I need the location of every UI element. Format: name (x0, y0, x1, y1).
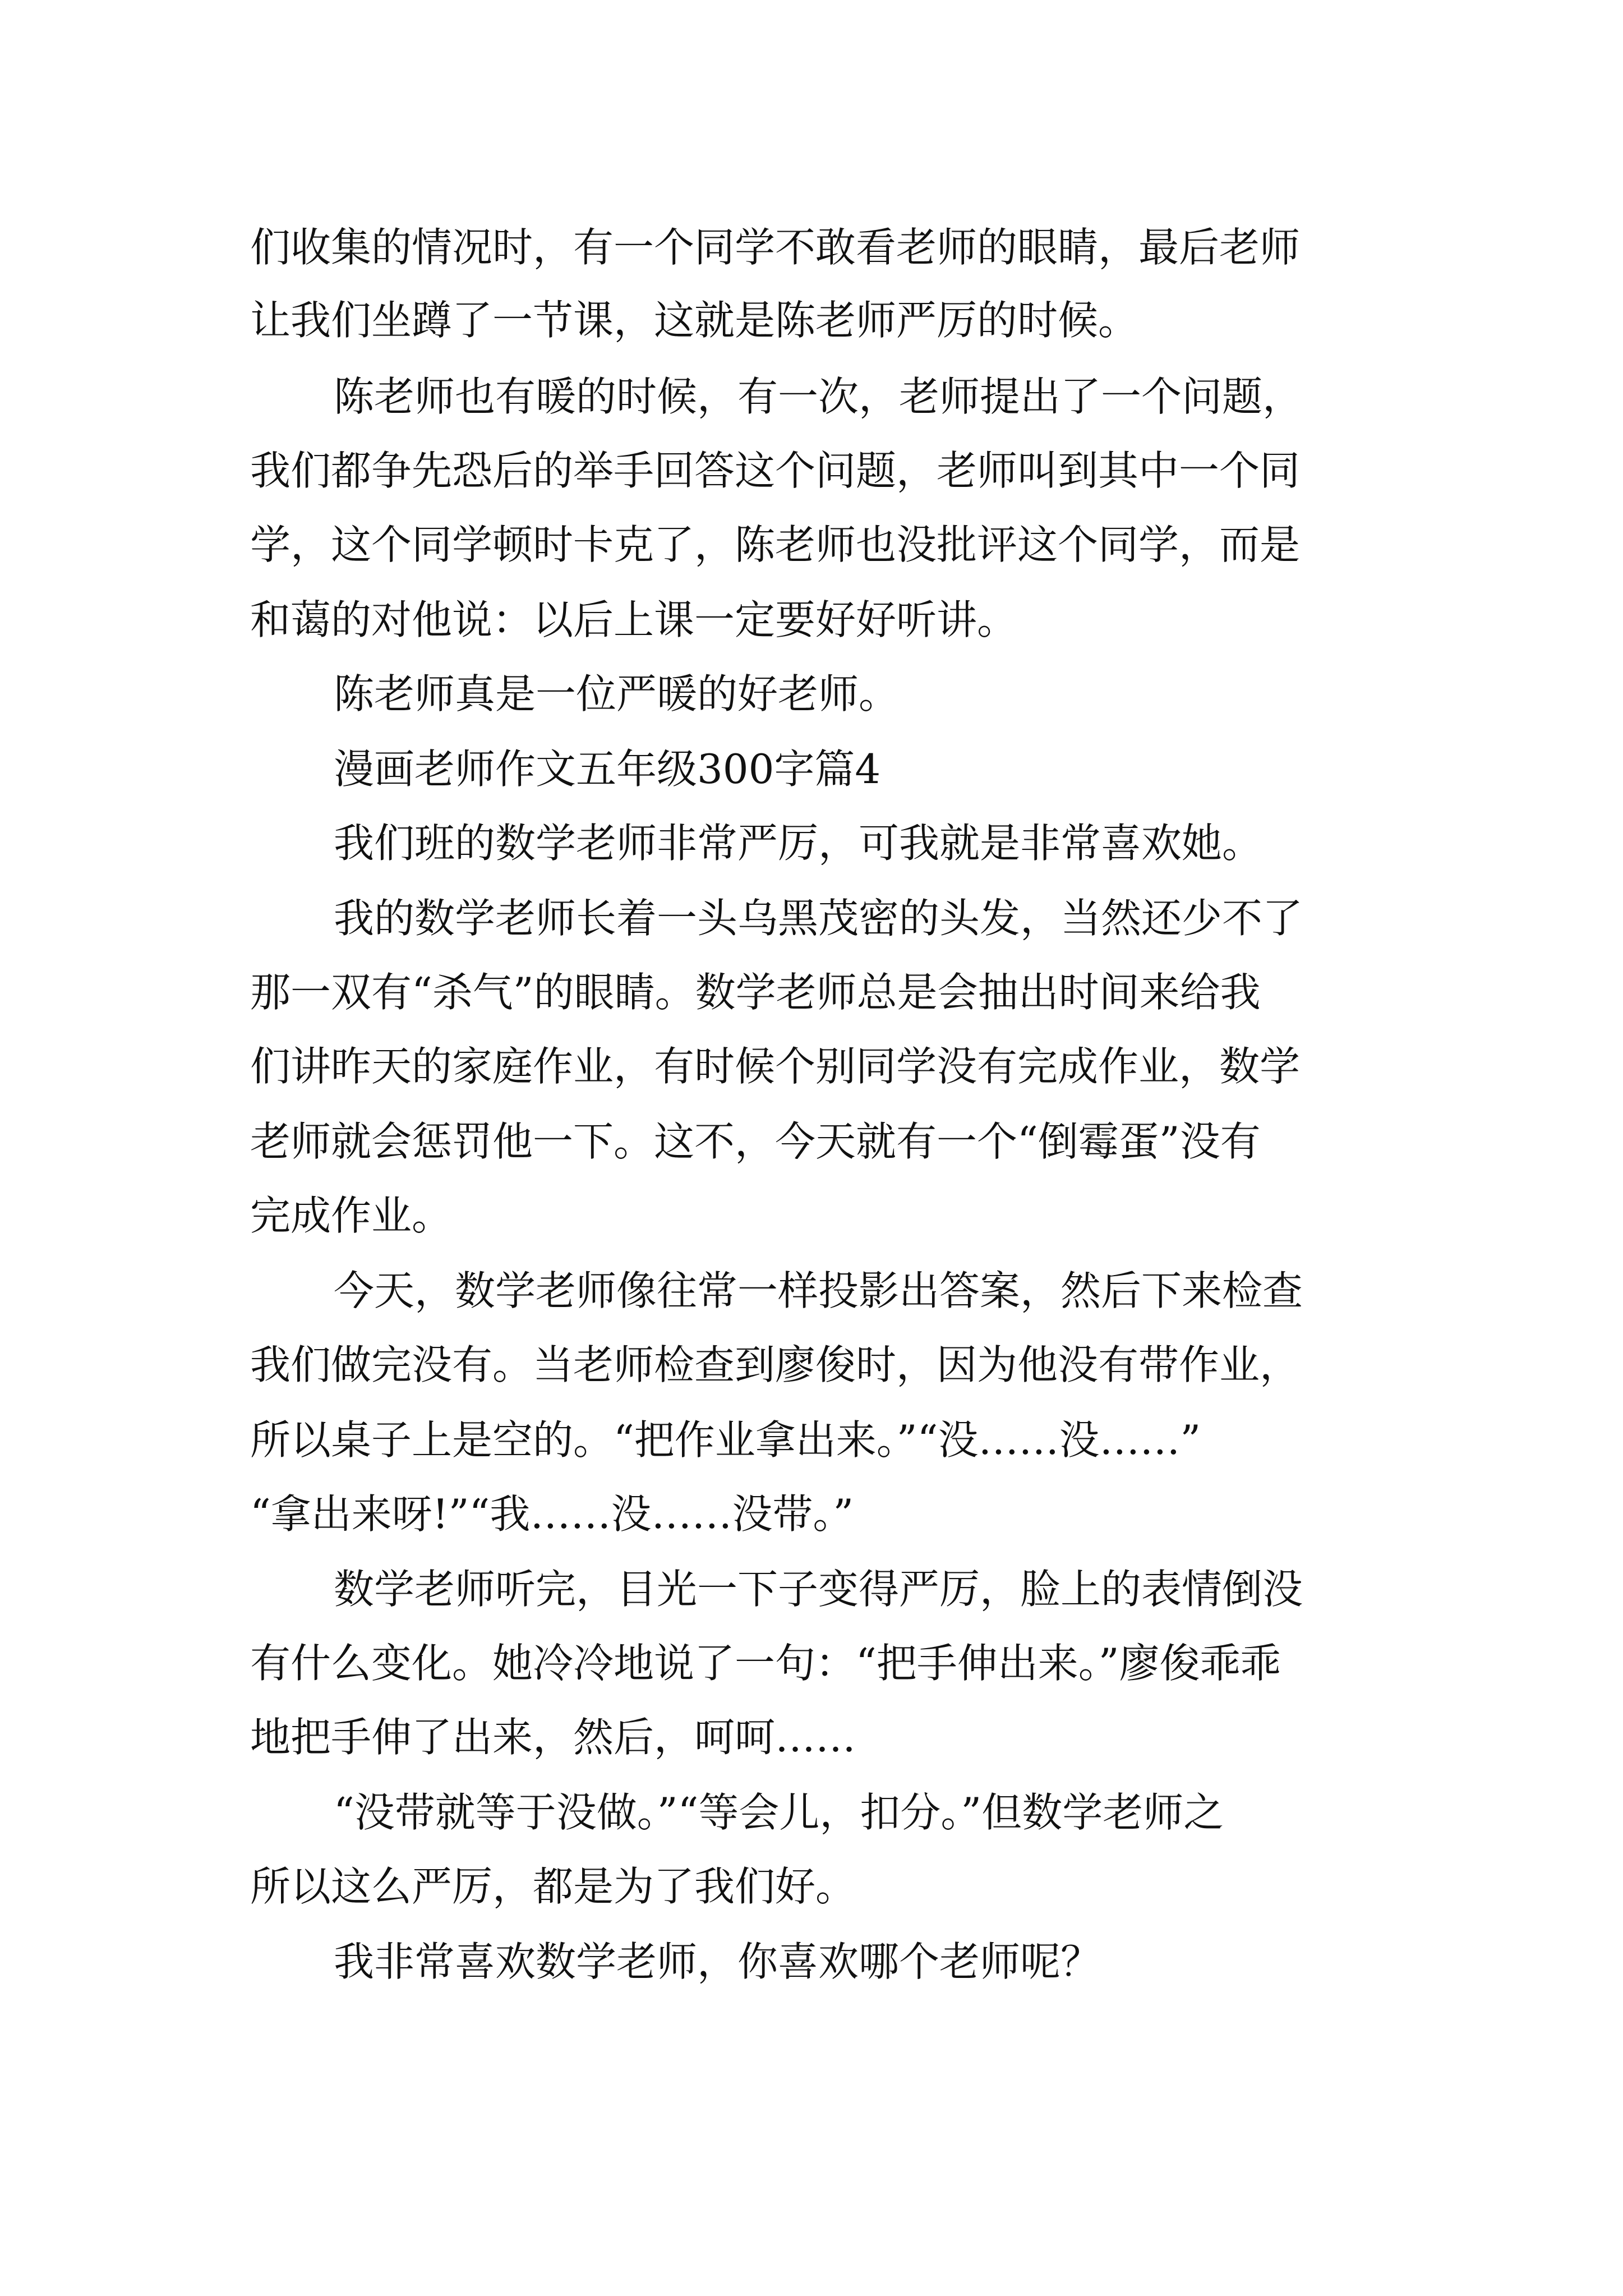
text-line: “没带就等于没做。”“等会儿，扣分。”但数学老师之 (334, 1789, 1224, 1836)
text-line: 所以这么严厉，都是为了我们好。 (250, 1863, 856, 1910)
text-line: 陈老师也有暖的时候，有一次，老师提出了一个问题， (334, 373, 1303, 420)
text-line: 们讲昨天的家庭作业，有时候个别同学没有完成作业，数学 (250, 1043, 1301, 1090)
text-line: 有什么变化。她冷冷地说了一句：“把手伸出来。”廖俊乖乖 (250, 1640, 1281, 1687)
text-line: 那一双有“杀气”的眼睛。数学老师总是会抽出时间来给我 (250, 969, 1261, 1016)
text-line: 地把手伸了出来，然后，呵呵…… (250, 1714, 856, 1761)
text-line: 今天，数学老师像往常一样投影出答案，然后下来检查 (334, 1267, 1303, 1314)
text-line: 数学老师听完，目光一下子变得严厉，脸上的表情倒没 (334, 1566, 1303, 1613)
text-line: 让我们坐蹲了一节课，这就是陈老师严厉的时候。 (250, 297, 1139, 344)
text-line: 我们班的数学老师非常严厉，可我就是非常喜欢她。 (334, 820, 1263, 867)
text-line: 陈老师真是一位严暖的好老师。 (334, 670, 900, 717)
text-line: 我非常喜欢数学老师，你喜欢哪个老师呢？ (334, 1938, 1101, 1985)
text-line: 老师就会惩罚他一下。这不，今天就有一个“倒霉蛋”没有 (250, 1118, 1261, 1165)
text-line: 和蔼的对他说：以后上课一定要好好听讲。 (250, 596, 1018, 643)
text-line: 所以桌子上是空的。“把作业拿出来。”“没……没……” (250, 1416, 1201, 1464)
text-line: 完成作业。 (250, 1192, 453, 1239)
text-line: 学，这个同学顿时卡克了，陈老师也没批评这个同学，而是 (250, 521, 1301, 568)
text-line: 我们做完没有。当老师检查到廖俊时，因为他没有带作业， (250, 1341, 1301, 1388)
text-line: 们收集的情况时，有一个同学不敢看老师的眼睛，最后老师 (250, 224, 1301, 271)
section-heading: 漫画老师作文五年级300字篇4 (334, 746, 881, 793)
text-line: 我们都争先恐后的举手回答这个问题，老师叫到其中一个同 (250, 447, 1301, 494)
text-line: 我的数学老师长着一头乌黑茂密的头发，当然还少不了 (334, 895, 1303, 942)
text-line: “拿出来呀!”“我……没……没带。” (250, 1490, 854, 1538)
